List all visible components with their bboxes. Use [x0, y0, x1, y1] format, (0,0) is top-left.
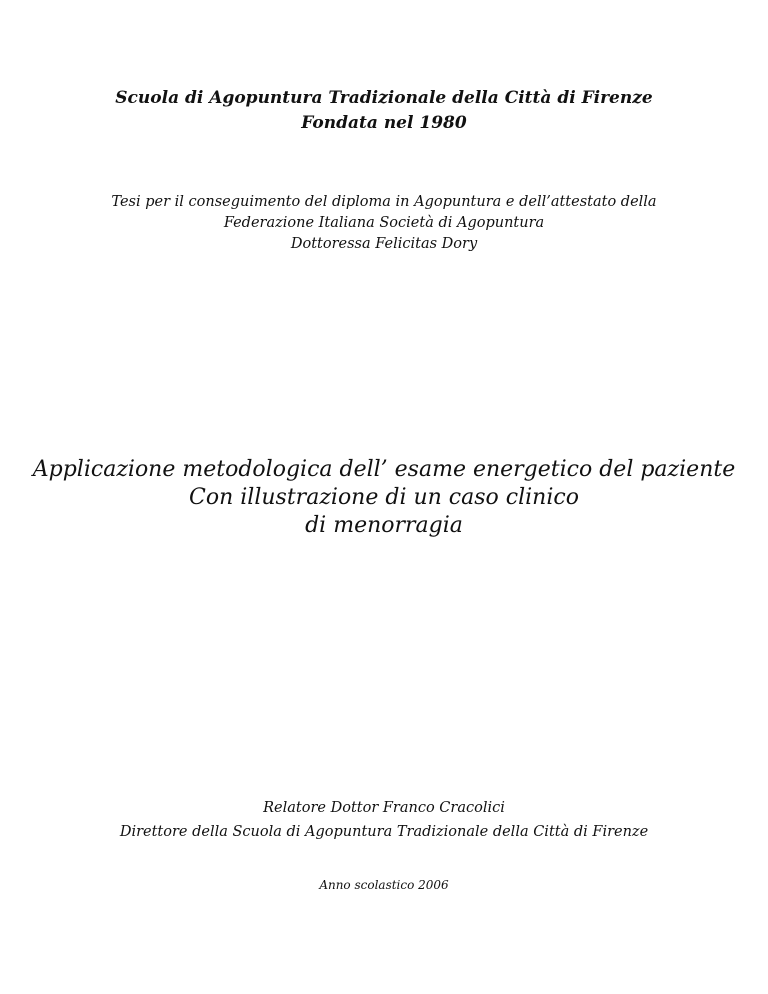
thesis-purpose-line1: Tesi per il conseguimento del diploma in Agopuntura e dell’attestato della — [111, 194, 657, 210]
academic-year-text: Anno scolastico 2006 — [319, 878, 449, 892]
thesis-purpose-line2: Federazione Italiana Società di Agopuntura — [223, 215, 545, 231]
thesis-title — [0, 456, 768, 540]
title-line2: Con illustrazione di un caso clinico — [189, 485, 579, 510]
title-line3: di menorragia — [305, 513, 463, 538]
advisor-name: Relatore Dottor Franco Cracolici — [263, 800, 505, 816]
school-name: Scuola di Agopuntura Tradizionale della Città di Firenze — [115, 88, 653, 108]
school-header — [0, 86, 768, 136]
thesis-info — [0, 192, 768, 255]
advisor-info — [0, 796, 768, 844]
title-line1: Applicazione metodologica dell’ esame energetico del paziente — [32, 457, 736, 482]
advisor-role: Direttore della Scuola di Agopuntura Tradizionale della Città di Firenze — [119, 824, 649, 840]
thesis-author: Dottoressa Felicitas Dory — [290, 236, 478, 252]
academic-year — [0, 877, 768, 893]
school-founded: Fondata nel 1980 — [301, 113, 467, 133]
